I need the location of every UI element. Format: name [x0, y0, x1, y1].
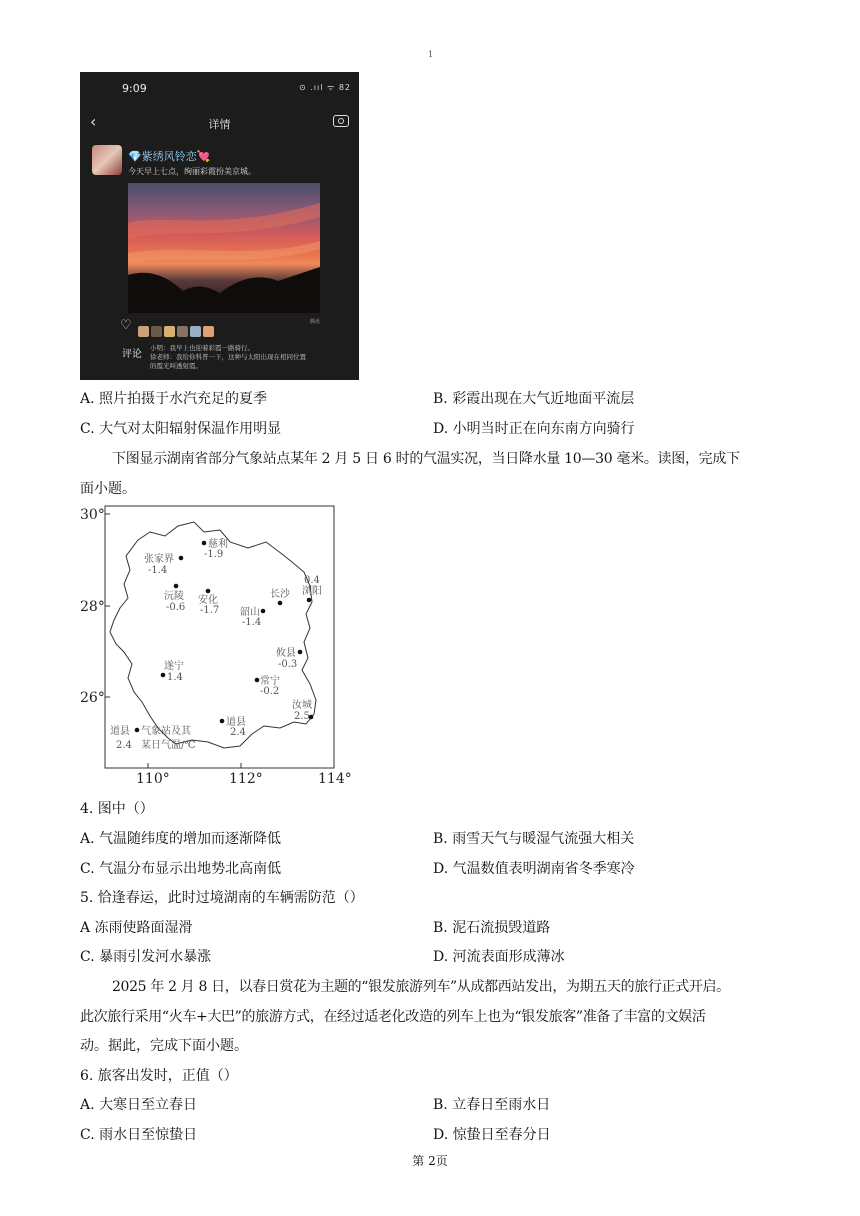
svg-text:-0.2: -0.2: [260, 686, 280, 697]
comments-label: 评论: [122, 349, 142, 360]
phone-screenshot: [80, 72, 359, 380]
svg-text:2.4: 2.4: [116, 740, 132, 751]
option-a: A. 气温随纬度的增加而逐渐降低: [80, 831, 282, 847]
station-changsha: [270, 587, 291, 605]
lon-label: 110°: [136, 771, 170, 787]
intro-paragraph: 下图显示湖南省部分气象站点某年 2 月 5 日 6 时的气温实况，当日降水量 10—30 毫米。读图，完成下: [112, 451, 740, 467]
question-6-stem: 6. 旅客出发时，正值（）: [80, 1068, 238, 1084]
svg-text:长沙: 长沙: [270, 589, 290, 600]
page-footer: 第 2页: [412, 1154, 448, 1168]
liker-avatars: [138, 322, 216, 341]
lat-label: 26°: [80, 690, 105, 706]
lat-label: 28°: [80, 599, 105, 615]
svg-text:-1.4: -1.4: [242, 617, 262, 628]
watermark: 腾讯: [310, 319, 321, 325]
station-cili: [202, 537, 228, 560]
option-c: C. 大气对太阳辐射保温作用明显: [80, 421, 282, 437]
option-c: C. 气温分布显示出地势北高南低: [80, 861, 282, 877]
map-legend: [110, 724, 196, 751]
option-b: B. 雨雪天气与暖湿气流强大相关: [433, 831, 635, 847]
question-4-stem: 4. 图中（）: [80, 801, 154, 817]
station-yuanling: [164, 584, 185, 613]
sunset-photo: [128, 183, 320, 313]
svg-text:汝城: 汝城: [292, 700, 312, 711]
station-anhua: [198, 589, 219, 616]
station-shaoshan: [240, 605, 265, 628]
hunan-temperature-map: [80, 502, 352, 787]
intro-paragraph-cont: 面小题。: [80, 481, 136, 497]
lon-label: 114°: [318, 771, 352, 787]
comment-line: 徐老师：我给你科普一下，这种与太阳出现在相同位置: [150, 353, 306, 361]
option-d: D. 河流表面形成薄冰: [433, 949, 565, 965]
svg-text:2.4: 2.4: [230, 727, 246, 738]
comment-line: 的霞光叫透射霞。: [150, 362, 202, 370]
svg-text:-1.9: -1.9: [204, 549, 224, 560]
svg-text:0.4: 0.4: [304, 575, 320, 586]
station-rucheng: [292, 698, 313, 722]
station-youxian: [276, 646, 302, 670]
question-5-stem: 5. 恰逢春运，此时过境湖南的车辆需防范（）: [80, 890, 364, 906]
back-icon: ‹: [90, 112, 97, 131]
phone-title: 详情: [208, 118, 231, 131]
avatar: [92, 145, 122, 175]
svg-text:某日气温/℃: 某日气温/℃: [141, 740, 196, 751]
station-daoxian: [220, 715, 246, 738]
svg-text:韶山: 韶山: [240, 607, 260, 618]
heart-icon: ♡: [120, 318, 132, 333]
option-a: A. 照片拍摄于水汽充足的夏季: [80, 391, 268, 407]
svg-text:安化: 安化: [198, 595, 218, 606]
lon-label: 112°: [229, 771, 263, 787]
option-c: C. 暴雨引发河水暴涨: [80, 949, 212, 965]
page-mark: 1: [428, 50, 434, 59]
option-b: B. 彩霞出现在大气近地面平流层: [433, 391, 635, 407]
svg-text:攸县: 攸县: [276, 648, 296, 659]
option-d: D. 惊蛰日至春分日: [433, 1127, 551, 1143]
intro-paragraph: 2025 年 2 月 8 日，以春日赏花为主题的“银发旅游列车”从成都西站发出，为期五天的旅行正式开启。: [112, 979, 730, 995]
svg-text:气象站及其: 气象站及其: [141, 726, 191, 737]
svg-text:-0.3: -0.3: [278, 659, 298, 670]
option-a: A 冻雨使路面湿滑: [80, 920, 193, 936]
option-a: A. 大寒日至立春日: [80, 1097, 198, 1113]
option-d: D. 气温数值表明湖南省冬季寒冷: [433, 861, 635, 877]
username: 💎紫绣风铃恋💘: [128, 150, 211, 163]
option-c: C. 雨水日至惊蛰日: [80, 1127, 198, 1143]
intro-paragraph-cont: 此次旅行采用“火车+大巴”的旅游方式，在经过适老化改造的列车上也为“银发旅客”准备了丰富的文娱活: [80, 1009, 706, 1025]
station-changning: [255, 674, 280, 697]
svg-text:张家界: 张家界: [144, 554, 174, 565]
svg-text:道县: 道县: [110, 726, 130, 737]
svg-text:2.5: 2.5: [294, 711, 310, 722]
svg-text:道县: 道县: [226, 717, 246, 728]
svg-text:-0.6: -0.6: [166, 602, 186, 613]
svg-text:沅陵: 沅陵: [164, 591, 184, 602]
lat-label: 30°: [80, 507, 105, 523]
station-zhangjiajie: [144, 553, 183, 576]
svg-text:慈利: 慈利: [208, 539, 228, 550]
option-d: D. 小明当时正在向东南方向骑行: [433, 421, 635, 437]
phone-time: 9:09: [122, 82, 147, 95]
option-b: B. 立春日至雨水日: [433, 1097, 551, 1113]
svg-text:-1.4: -1.4: [148, 565, 168, 576]
svg-text:浏阳: 浏阳: [302, 586, 322, 597]
svg-text:-1.7: -1.7: [200, 605, 220, 616]
svg-text:1.4: 1.4: [167, 672, 183, 683]
svg-text:常宁: 常宁: [260, 676, 280, 687]
comment-line: 小明：我早上也迎着彩霞一路骑行。: [150, 344, 254, 352]
post-text: 今天早上七点，绚丽彩霞扮美京城。: [128, 167, 256, 176]
option-b: B. 泥石流损毁道路: [433, 920, 551, 936]
camera-icon: [333, 115, 349, 127]
intro-paragraph-cont: 动。据此，完成下面小题。: [80, 1038, 248, 1054]
station-suining: [161, 659, 184, 683]
phone-status-icons: ⊙ .ııl ᯤ 82: [298, 83, 351, 92]
svg-text:遂宁: 遂宁: [164, 661, 184, 672]
